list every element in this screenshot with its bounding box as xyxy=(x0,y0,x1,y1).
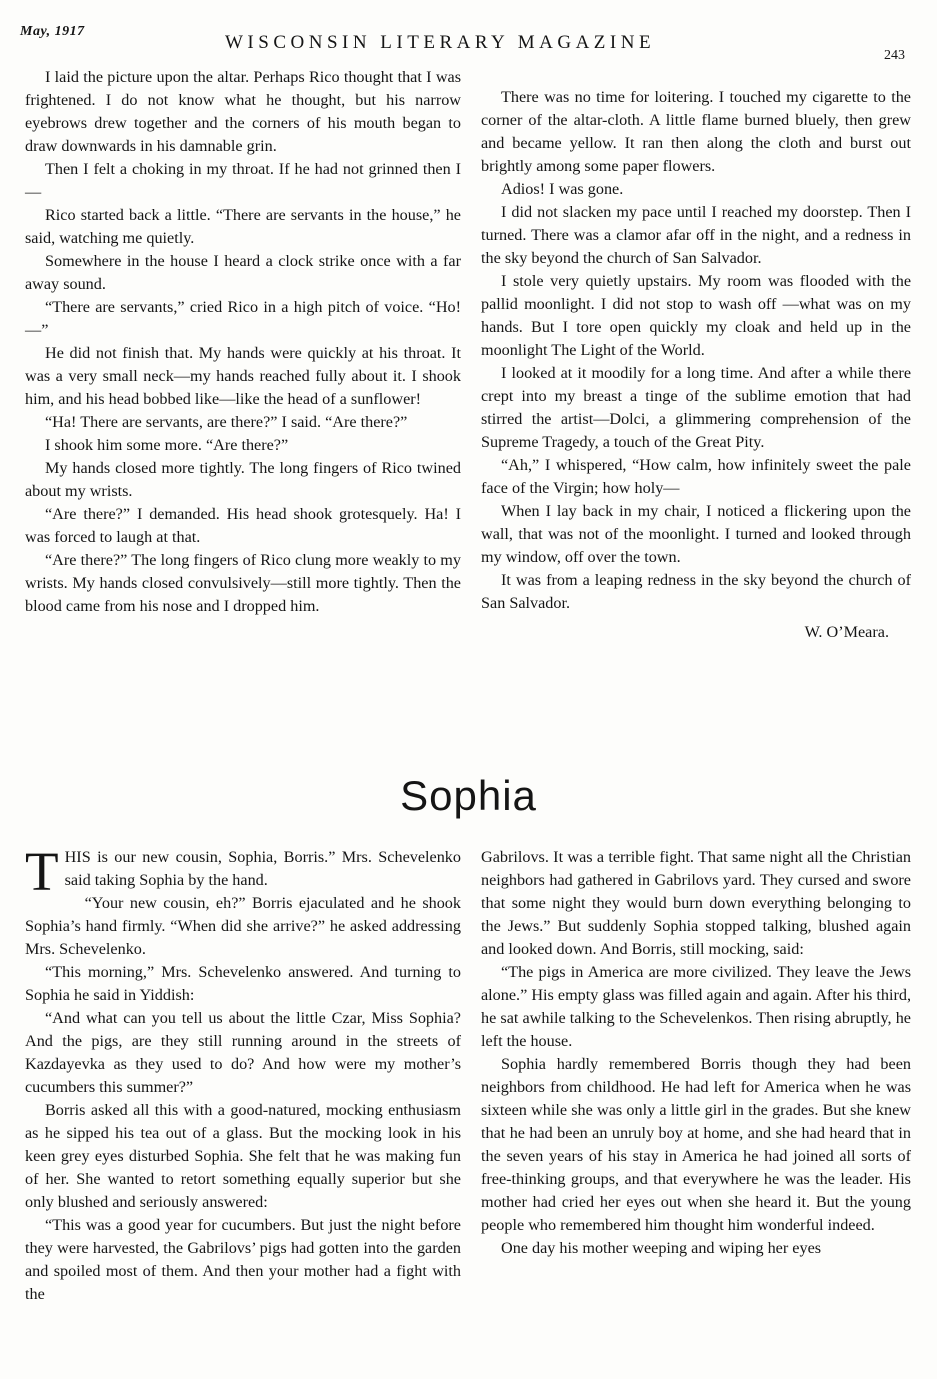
paragraph: Gabrilovs. It was a terrible fight. That same night all the Christian neighbors had gathered in Gabrilovs yard. They cursed and swore that some night they would burn down everything belonging to the Jews.” But suddenly Sophia stopped talking, blushed again and looked down. And Borris, still mocking, said: xyxy=(481,848,911,958)
paragraph: Borris asked all this with a good-natured, mocking enthusiasm as he sipped his tea out of a glass. But the mocking look in his keen grey eyes disturbed Sophia. She felt that he was making fun of her. She wanted to retort something equally superior but she only blushed and seriously answered: xyxy=(25,1101,461,1211)
story1-column-2 xyxy=(481,86,911,644)
paragraph: There was no time for loitering. I touched my cigarette to the corner of the altar-cloth. A little flame burned bluely, then grew and became yellow. It ran then along the cloth and burst out brightly among some paper flowers. xyxy=(481,88,911,175)
magazine-title: WISCONSIN LITERARY MAGAZINE xyxy=(225,32,656,53)
paragraph: “Are there?” I demanded. His head shook grotesquely. Ha! I was forced to laugh at that. xyxy=(25,505,461,546)
paragraph: Sophia hardly remembered Borris though they had been neighbors from childhood. He had left for America when he was sixteen while she was only a little girl in the grades. But she knew that he had been an unruly boy at home, and she had heard that in the seven years of his stay in America he had joined all sorts of free-thinking groups, and that everywhere he was the leader. His mother had cried her eyes out when she heard it. But the young people who remembered him thought him wonderful indeed. xyxy=(481,1055,911,1234)
paragraph: “Ha! There are servants, are there?” I said. “Are there?” xyxy=(45,413,408,431)
paragraph: “The pigs in America are more civilized. They leave the Jews alone.” His empty glass was filled again and again. After his third, he sat awhile talking to the Schevelenkos. Then rising abruptly, he left the house. xyxy=(481,963,911,1050)
paragraph: Somewhere in the house I heard a clock strike once with a far away sound. xyxy=(25,252,461,293)
paragraph: I shook him some more. “Are there?” xyxy=(45,436,289,454)
paragraph: “This was a good year for cucumbers. But just the night before they were harvested, the Gabrilovs’ pigs had gotten into the garden and spoiled most of them. And then your mother had a fight with the xyxy=(25,1216,461,1303)
paragraph: “Ah,” I whispered, “How calm, how infinitely sweet the pale face of the Virgin; how holy— xyxy=(481,456,911,497)
paragraph: Then I felt a choking in my throat. If he had not grinned then I— xyxy=(25,160,461,201)
drop-cap: T xyxy=(25,841,59,902)
paragraph: I laid the picture upon the altar. Perhaps Rico thought that I was frightened. I do not know what he thought, but his narrow eyebrows drew together and the corners of his mouth began to draw downwards in his damnable grin. xyxy=(25,68,461,155)
paragraph: When I lay back in my chair, I noticed a flickering upon the wall, that was not of the moonlight. I turned and looked through my window, off over the town. xyxy=(481,502,911,566)
opening-paragraph xyxy=(25,841,461,902)
page-number: 243 xyxy=(884,48,905,63)
paragraph: “There are servants,” cried Rico in a high pitch of voice. “Ho! —” xyxy=(25,298,461,339)
opening-text: HIS is our new cousin, Sophia, Borris.” Mrs. Schevelenko said taking Sophia by the hand. xyxy=(64,848,461,889)
story2-column-2 xyxy=(481,846,911,1260)
paragraph: It was from a leaping redness in the sky beyond the church of San Salvador. xyxy=(481,571,911,612)
author-signature: W. O’Meara. xyxy=(804,623,889,641)
paragraph: I stole very quietly upstairs. My room was flooded with the pallid moonlight. I did not stop to wash off —what was on my hands. But I tore open quickly my cloak and held up in the moonlight The Light of the World. xyxy=(481,272,911,359)
paragraph: “And what can you tell us about the little Czar, Miss Sophia? And the pigs, are they still running around in the streets of Kazdayevka as they used to do? And how were my mother’s cucumbers this summer?” xyxy=(25,1009,461,1096)
issue-date: May, 1917 xyxy=(20,24,85,39)
paragraph: “Are there?” The long fingers of Rico clung more weakly to my wrists. My hands closed convulsively—still more tightly. Then the blood came from his nose and I dropped him. xyxy=(25,551,461,615)
story2-column-1 xyxy=(25,841,461,1306)
story-title: Sophia xyxy=(400,772,537,819)
paragraph: I did not slacken my pace until I reached my doorstep. Then I turned. There was a clamor afar off in the night, and a redness in the sky beyond the church of San Salvador. xyxy=(481,203,911,267)
paragraph: I looked at it moodily for a long time. And after a while there crept into my breast a tinge of the sublime emotion that had stirred the artist—Dolci, a glimmering comprehension of the Supreme Tragedy, a touch of the Great Pity. xyxy=(481,364,911,451)
paragraph: “Your new cousin, eh?” Borris ejaculated and he shook Sophia’s hand firmly. “When did she arrive?” he asked addressing Mrs. Schevelenko. xyxy=(25,894,461,958)
paragraph: Adios! I was gone. xyxy=(501,180,624,198)
paragraph: Rico started back a little. “There are servants in the house,” he said, watching me quietly. xyxy=(25,206,461,247)
paragraph: “This morning,” Mrs. Schevelenko answered. And turning to Sophia he said in Yiddish: xyxy=(25,963,461,1004)
paragraph: My hands closed more tightly. The long fingers of Rico twined about my wrists. xyxy=(25,459,461,500)
paragraph: He did not finish that. My hands were quickly at his throat. It was a very small neck—my hands reached fully about it. I shook him, and his head bobbed like—like the head of a sunflower! xyxy=(25,344,461,408)
paragraph: One day his mother weeping and wiping her eyes xyxy=(501,1239,822,1257)
story1-column-1 xyxy=(25,66,461,618)
